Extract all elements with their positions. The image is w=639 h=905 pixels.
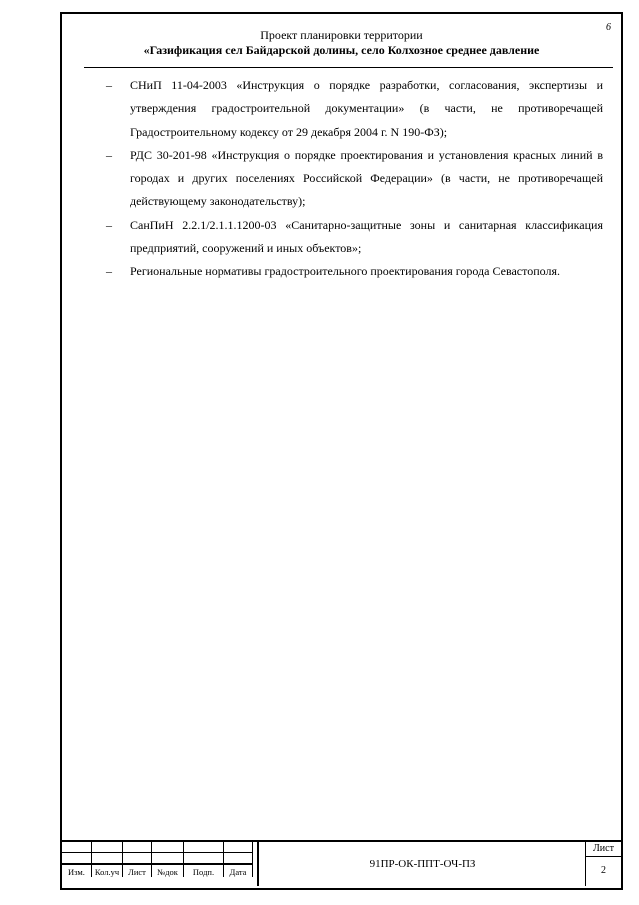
header-subtitle: «Газификация сел Байдарской долины, село Колхозное среднее давление — [143, 43, 540, 57]
list-marker: – — [106, 217, 112, 232]
revision-table — [62, 842, 253, 877]
page-number: 6 — [606, 22, 611, 33]
sheet-label: Лист — [586, 842, 621, 857]
list-item — [106, 214, 603, 261]
list-item-text: РДС 30-201-98 «Инструкция о порядке проектирования и установления красных линий в городах и других поселениях Российской Федерации» (в части, не противоречащей действующему законодательству); — [130, 147, 603, 209]
header-title: Проект планировки территории — [260, 28, 423, 42]
list-item — [106, 144, 603, 214]
label-podp: Подп. — [184, 864, 224, 877]
label-data: Дата — [224, 864, 253, 877]
drawing-frame — [60, 12, 623, 890]
list-item — [106, 260, 603, 283]
title-block — [62, 840, 621, 888]
list-marker: – — [106, 264, 112, 279]
list-marker: – — [106, 78, 112, 92]
label-kol-uch: Кол.уч — [92, 864, 123, 877]
sheet-box — [585, 842, 621, 886]
list-item-text: СанПиН 2.2.1/2.1.1.1200-03 «Санитарно-защитные зоны и санитарная классификация предприятий, сооружений и иных объектов»; — [130, 217, 603, 256]
label-ndok: №док — [152, 864, 184, 877]
label-list: Лист — [123, 864, 152, 877]
sheet-number: 2 — [601, 865, 606, 876]
list-item — [106, 74, 603, 144]
list-item-text: СНиП 11-04-2003 «Инструкция о порядке разработки, согласования, экспертизы и утверждения градостроительной документации» (в части, не противоречащей Градостроительному кодексу от 29 декабря 2004 г. N 190-ФЗ); — [130, 78, 603, 139]
list-marker: – — [106, 147, 112, 162]
list-item-text: Региональные нормативы градостроительного проектирования города Севастополя. — [130, 264, 560, 279]
document-header — [62, 28, 621, 58]
document-code: 91ПР-ОК-ППТ-ОЧ-ПЗ — [257, 842, 586, 886]
header-divider — [84, 67, 613, 68]
label-izm: Изм. — [62, 864, 92, 877]
regulations-list — [106, 74, 603, 284]
